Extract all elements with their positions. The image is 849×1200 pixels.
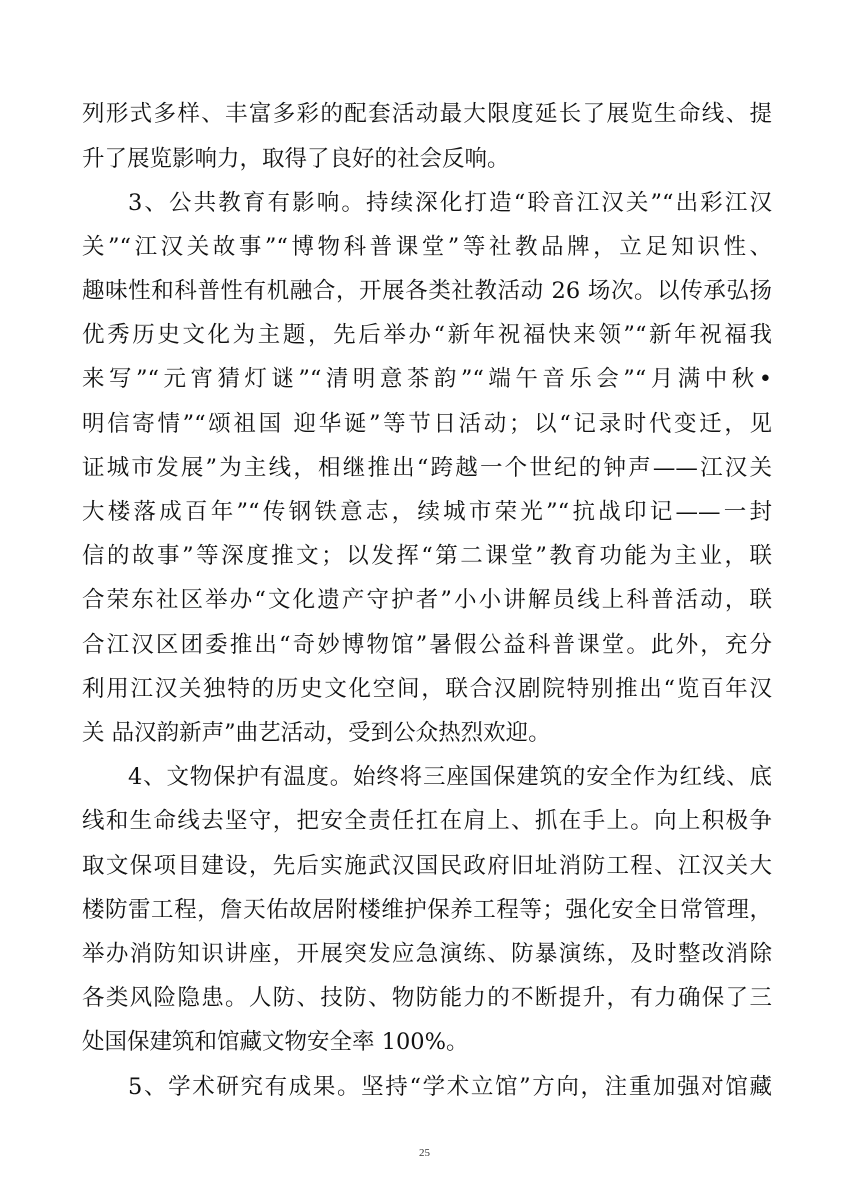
- text-line: 大楼落成百年”“传钢铁意志，续城市荣光”“抗战印记——一封: [82, 499, 772, 525]
- text-line: 利用江汉关独特的历史文化空间，联合汉剧院特别推出“览百年汉: [82, 676, 772, 702]
- text-line: 来写”“元宵猜灯谜”“清明意茶韵”“端午音乐会”“月满中秋•: [82, 366, 772, 392]
- text-line: 趣味性和科普性有机融合，开展各类社教活动 26 场次。以传承弘扬: [82, 278, 772, 304]
- paragraph-heading-line: 4、文物保护有温度。始终将三座国保建筑的安全作为红线、底: [128, 764, 772, 790]
- text-line: 升了展览影响力，取得了良好的社会反响。: [82, 146, 510, 172]
- text-line: 证城市发展”为主线，相继推出“跨越一个世纪的钟声——江汉关: [82, 455, 772, 481]
- text-line: 线和生命线去坚守，把安全责任扛在肩上、抓在手上。向上积极争: [82, 808, 772, 834]
- text-line: 关”“江汉关故事”“博物科普课堂”等社教品牌，立足知识性、: [82, 234, 772, 260]
- text-line: 楼防雷工程，詹天佑故居附楼维护保养工程等；强化安全日常管理，: [82, 897, 772, 923]
- paragraph-heading-line: 5、学术研究有成果。坚持“学术立馆”方向，注重加强对馆藏: [128, 1074, 772, 1100]
- paragraph-heading-line: 3、公共教育有影响。持续深化打造“聆音江汉关”“出彩江汉: [128, 190, 772, 216]
- text-line: 列形式多样、丰富多彩的配套活动最大限度延长了展览生命线、提: [82, 101, 772, 127]
- text-line: 关 品汉韵新声”曲艺活动，受到公众热烈欢迎。: [82, 720, 551, 746]
- text-line: 合荣东社区举办“文化遗产守护者”小小讲解员线上科普活动，联: [82, 587, 772, 613]
- page-number: 25: [419, 1147, 430, 1159]
- text-line: 取文保项目建设，先后实施武汉国民政府旧址消防工程、江汉关大: [82, 853, 772, 879]
- text-line: 各类风险隐患。人防、技防、物防能力的不断提升，有力确保了三: [82, 985, 772, 1011]
- text-line: 举办消防知识讲座，开展突发应急演练、防暴演练，及时整改消除: [82, 941, 772, 967]
- text-line: 信的故事”等深度推文；以发挥“第二课堂”教育功能为主业，联: [82, 543, 772, 569]
- text-line: 优秀历史文化为主题，先后举办“新年祝福快来领”“新年祝福我: [82, 322, 772, 348]
- text-line: 明信寄情”“颂祖国 迎华诞”等节日活动；以“记录时代变迁，见: [82, 411, 772, 437]
- text-line: 合江汉区团委推出“奇妙博物馆”暑假公益科普课堂。此外，充分: [82, 632, 772, 658]
- text-line: 处国保建筑和馆藏文物安全率 100%。: [82, 1029, 469, 1055]
